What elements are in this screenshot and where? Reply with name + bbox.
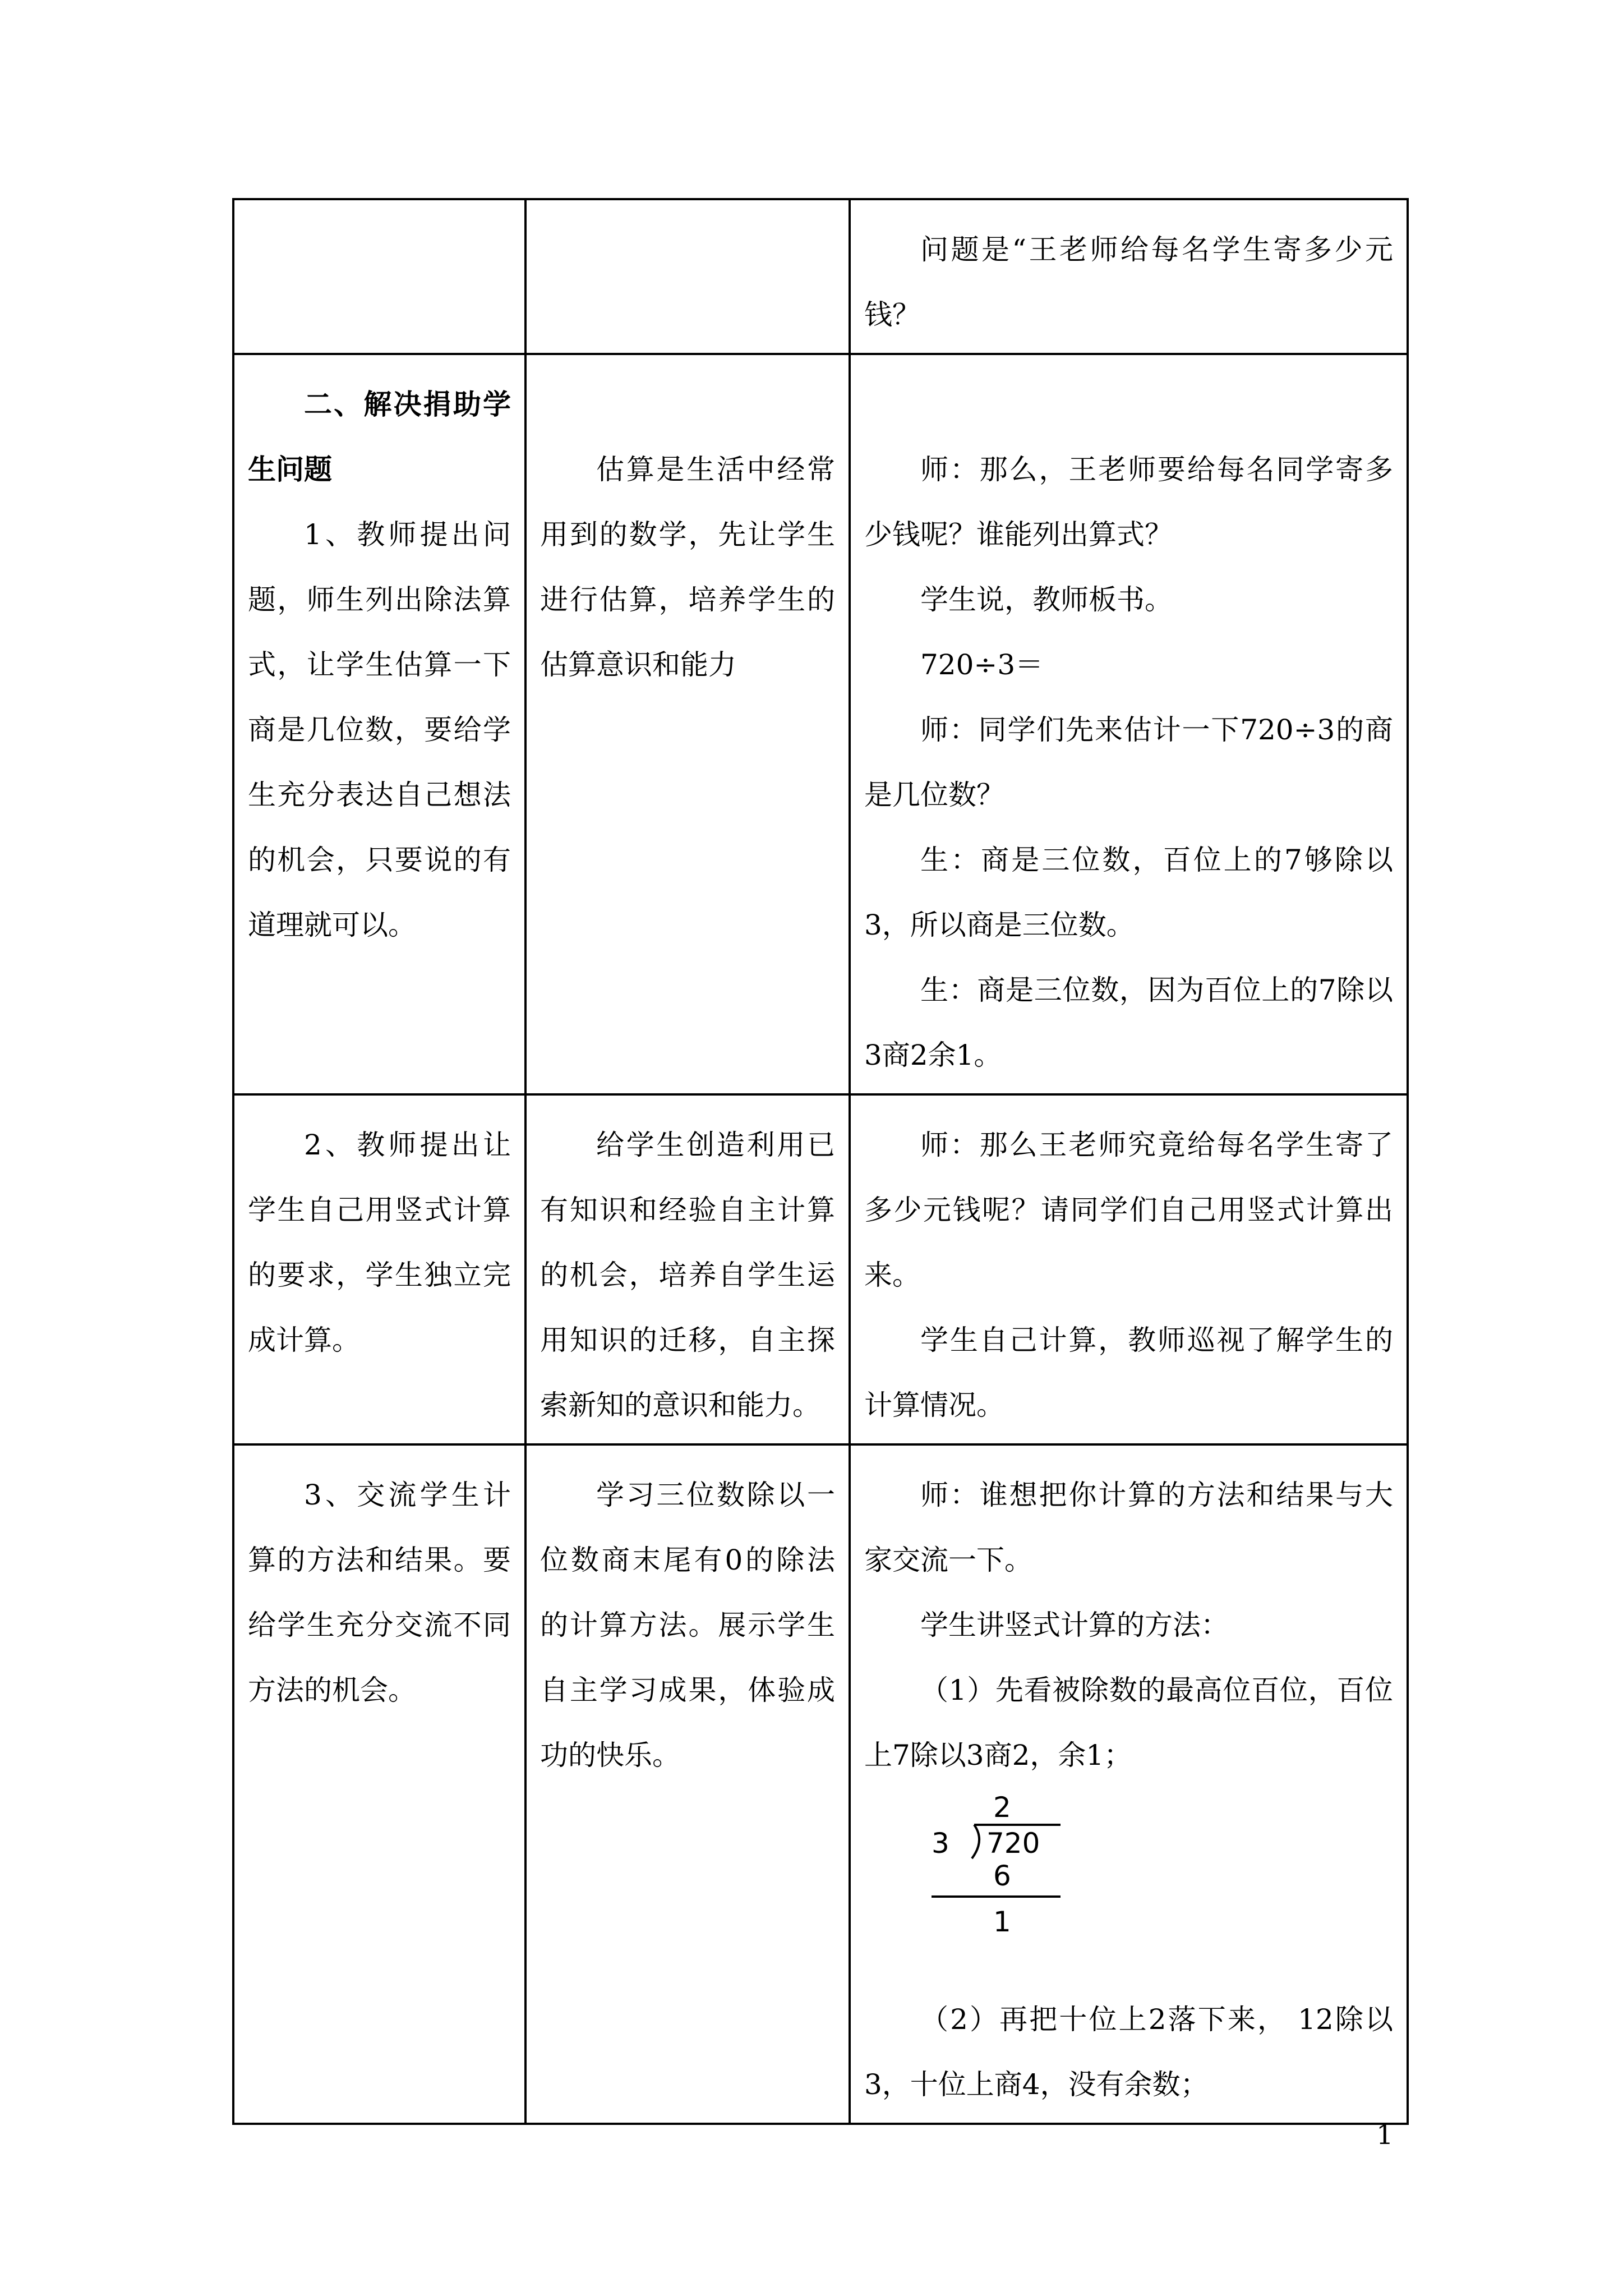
divisor: 3 — [932, 1827, 949, 1860]
cell-r1-c1 — [233, 199, 525, 354]
paragraph: 生：商是三位数，因为百位上的7除以3商2余1。 — [864, 974, 1393, 1071]
long-division-figure — [915, 1790, 1393, 1981]
long-division-svg — [915, 1790, 1083, 1958]
dividend: 720 — [986, 1827, 1040, 1860]
table-row — [233, 199, 1408, 354]
cell-r4-c1 — [233, 1444, 525, 2124]
division-bracket-curve — [972, 1825, 979, 1858]
paragraph: 估算是生活中经常用到的数学，先让学生进行估算，培养学生的估算意识和能力 — [540, 453, 835, 681]
paragraph: 1、教师提出问题，师生列出除法算式，让学生估算一下商是几位数，要给学生充分表达自己想法的机会，只要说的有道理就可以。 — [248, 518, 511, 941]
page-number: 1 — [1376, 2119, 1394, 2151]
paragraph: 生：商是三位数，百位上的7够除以3，所以商是三位数。 — [864, 844, 1393, 941]
cell-r2-c2 — [525, 354, 850, 1094]
paragraph: 学习三位数除以一位数商末尾有0的除法的计算方法。展示学生自主学习成果，体验成功的快乐。 — [540, 1479, 835, 1772]
equation: 720÷3＝ — [920, 648, 1044, 681]
paragraph: 师：同学们先来估计一下720÷3的商是几位数？ — [864, 714, 1393, 811]
paragraph: 师：那么，王老师要给每名同学寄多少钱呢？谁能列出算式？ — [864, 453, 1393, 551]
cell-r2-c3 — [850, 354, 1408, 1094]
paragraph: （2）再把十位上2落下来， 12除以3，十位上商4，没有余数； — [864, 2003, 1393, 2101]
paragraph: 师：那么王老师究竟给每名学生寄了多少元钱呢？请同学们自己用竖式计算出来。 — [864, 1129, 1393, 1291]
cell-r3-c2 — [525, 1094, 850, 1444]
remainder: 1 — [993, 1906, 1011, 1938]
table-row — [233, 354, 1408, 1094]
quotient-digit: 2 — [993, 1791, 1011, 1824]
table-row — [233, 1094, 1408, 1444]
cell-r3-c1 — [233, 1094, 525, 1444]
paragraph: 学生讲竖式计算的方法： — [920, 1609, 1229, 1641]
table-row — [233, 1444, 1408, 2124]
cell-r4-c3 — [850, 1444, 1408, 2124]
paragraph: 3、交流学生计算的方法和结果。要给学生充分交流不同方法的机会。 — [248, 1479, 511, 1706]
section-title: 二、解决捐助学生问题 — [248, 388, 511, 486]
paragraph: 问题是“王老师给每名学生寄多少元钱？ — [864, 233, 1393, 331]
cell-r1-c2 — [525, 199, 850, 354]
cell-r2-c1 — [233, 354, 525, 1094]
cell-r3-c3 — [850, 1094, 1408, 1444]
paragraph: 给学生创造利用已有知识和经验自主计算的机会，培养自学生运用知识的迁移，自主探索新知的意识和能力。 — [540, 1129, 835, 1421]
paragraph: 2、教师提出让学生自己用竖式计算的要求，学生独立完成计算。 — [248, 1129, 511, 1356]
paragraph: 学生说，教师板书。 — [920, 583, 1173, 616]
cell-r4-c2 — [525, 1444, 850, 2124]
paragraph: （1）先看被除数的最高位百位，百位上7除以3商2，余1； — [864, 1674, 1393, 1772]
lesson-plan-table — [232, 198, 1409, 2125]
paragraph: 师：谁想把你计算的方法和结果与大家交流一下。 — [864, 1479, 1393, 1576]
cell-r1-c3 — [850, 199, 1408, 354]
product: 6 — [993, 1860, 1011, 1892]
paragraph: 学生自己计算，教师巡视了解学生的计算情况。 — [864, 1324, 1393, 1421]
